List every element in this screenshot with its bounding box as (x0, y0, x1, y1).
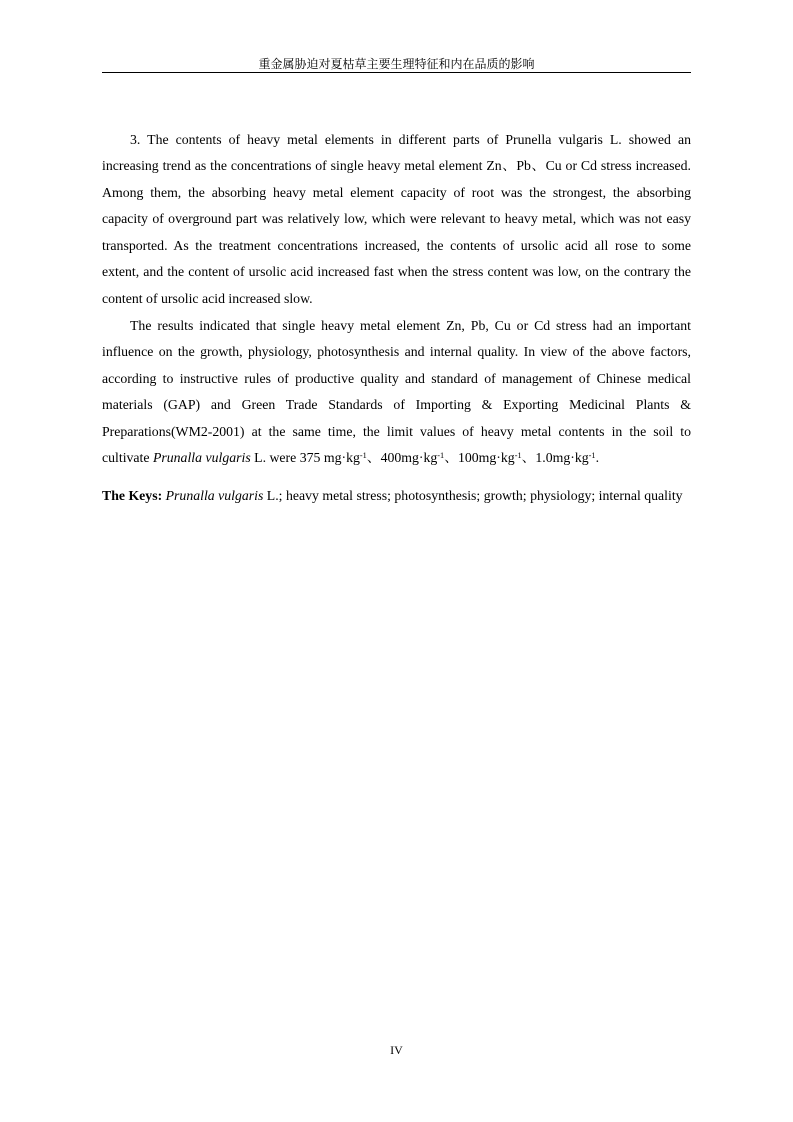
paragraph-1-line: content of ursolic acid increased slow. (102, 290, 313, 306)
unit-exponent: -1 (437, 450, 445, 460)
paragraph-2-line: The results indicated that single heavy metal element Zn, Pb, Cu or Cd stress had an important (130, 317, 691, 333)
running-header-title: 重金属胁迫对夏枯草主要生理特征和内在品质的影响 (258, 57, 535, 71)
limit-value-text: L. were 375 mg·kg (250, 450, 360, 466)
running-header (102, 56, 691, 73)
line-text: cultivate (102, 450, 153, 466)
keywords-species-name: Prunalla vulgaris (165, 488, 264, 504)
species-name: Prunalla vulgaris (152, 450, 251, 466)
abstract-paragraph-2 (102, 313, 691, 472)
paragraph-2-line: materials (GAP) and Green Trade Standards of Importing & Exporting Medicinal Plants & (102, 397, 691, 413)
paragraph-1-line: extent, and the content of ursolic acid increased fast when the stress content was low, on the contrary the (102, 264, 691, 280)
abstract-body (102, 127, 691, 510)
keywords-label: The Keys: (102, 488, 163, 504)
unit-exponent: -1 (588, 450, 596, 460)
abstract-paragraph-1 (102, 127, 691, 313)
line-text: . (595, 450, 600, 466)
paragraph-2-line: according to instructive rules of productive quality and standard of management of Chinese medical (102, 370, 691, 386)
keywords-list: L.; heavy metal stress; photosynthesis; growth; physiology; internal quality (263, 488, 683, 504)
paragraph-1-line: Among them, the absorbing heavy metal element capacity of root was the strongest, the absorbing (102, 184, 691, 200)
page-number: IV (390, 1043, 403, 1057)
paragraph-1-line: transported. As the treatment concentrations increased, the contents of ursolic acid all rose to some (102, 237, 691, 253)
limit-value-text: 、400mg·kg (366, 450, 438, 466)
paragraph-1-line: capacity of overground part was relatively low, which were relevant to heavy metal, which was not easy (102, 211, 691, 227)
paragraph-2-line: influence on the growth, physiology, photosynthesis and internal quality. In view of the above factors, (102, 344, 691, 360)
limit-value-text: 、100mg·kg (444, 450, 515, 466)
limit-value-text: 、1.0mg·kg (521, 450, 589, 466)
paragraph-1-line: 3. The contents of heavy metal elements in different parts of Prunella vulgaris L. showed an (130, 131, 691, 147)
paragraph-1-line: increasing trend as the concentrations of single heavy metal element Zn、Pb、Cu or Cd stress increased. (102, 158, 691, 174)
paragraph-2-last-line (102, 445, 691, 472)
unit-exponent: -1 (359, 450, 367, 460)
paragraph-2-line: Preparations(WM2-2001) at the same time, the limit values of heavy metal contents in the soil to (102, 423, 691, 439)
keywords-line (102, 483, 691, 510)
unit-exponent: -1 (514, 450, 522, 460)
